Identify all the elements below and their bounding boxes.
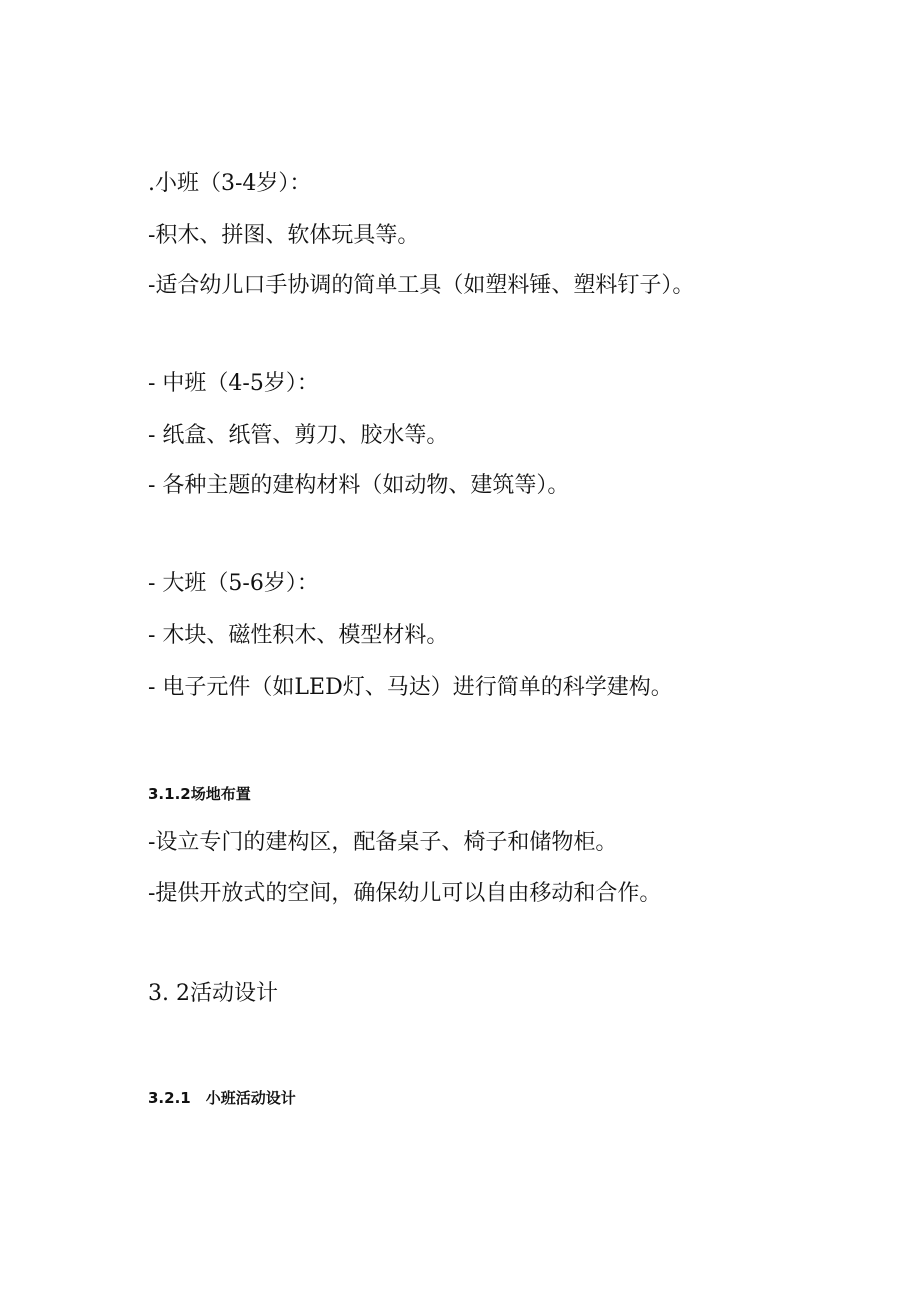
- section-32-heading: 3. 2活动设计: [148, 981, 278, 1006]
- section-312-item-2: -提供开放式的空间，确保幼儿可以自由移动和合作。: [148, 881, 662, 906]
- large-class-item-2: - 电子元件（如LED灯、马达）进行简单的科学建构。: [148, 675, 673, 700]
- small-class-item-1: -积木、拼图、软体玩具等。: [148, 223, 420, 248]
- large-class-heading: - 大班（5-6岁）：: [148, 571, 319, 596]
- section-312-heading: 3.1.2场地布置: [148, 785, 251, 803]
- large-class-item-1: - 木块、磁性积木、模型材料。: [148, 623, 449, 648]
- section-312-item-1: -设立专门的建构区，配备桌子、椅子和储物柜。: [148, 830, 618, 855]
- middle-class-heading: - 中班（4-5岁）：: [148, 371, 319, 396]
- middle-class-item-2: - 各种主题的建构材料（如动物、建筑等）。: [148, 473, 570, 498]
- middle-class-item-1: - 纸盒、纸管、剪刀、胶水等。: [148, 423, 449, 448]
- section-321-heading: 3.2.1 小班活动设计: [148, 1089, 296, 1107]
- small-class-heading: .小班（3-4岁）：: [148, 171, 312, 196]
- small-class-item-2: -适合幼儿口手协调的简单工具（如塑料锤、塑料钉子）。: [148, 273, 695, 298]
